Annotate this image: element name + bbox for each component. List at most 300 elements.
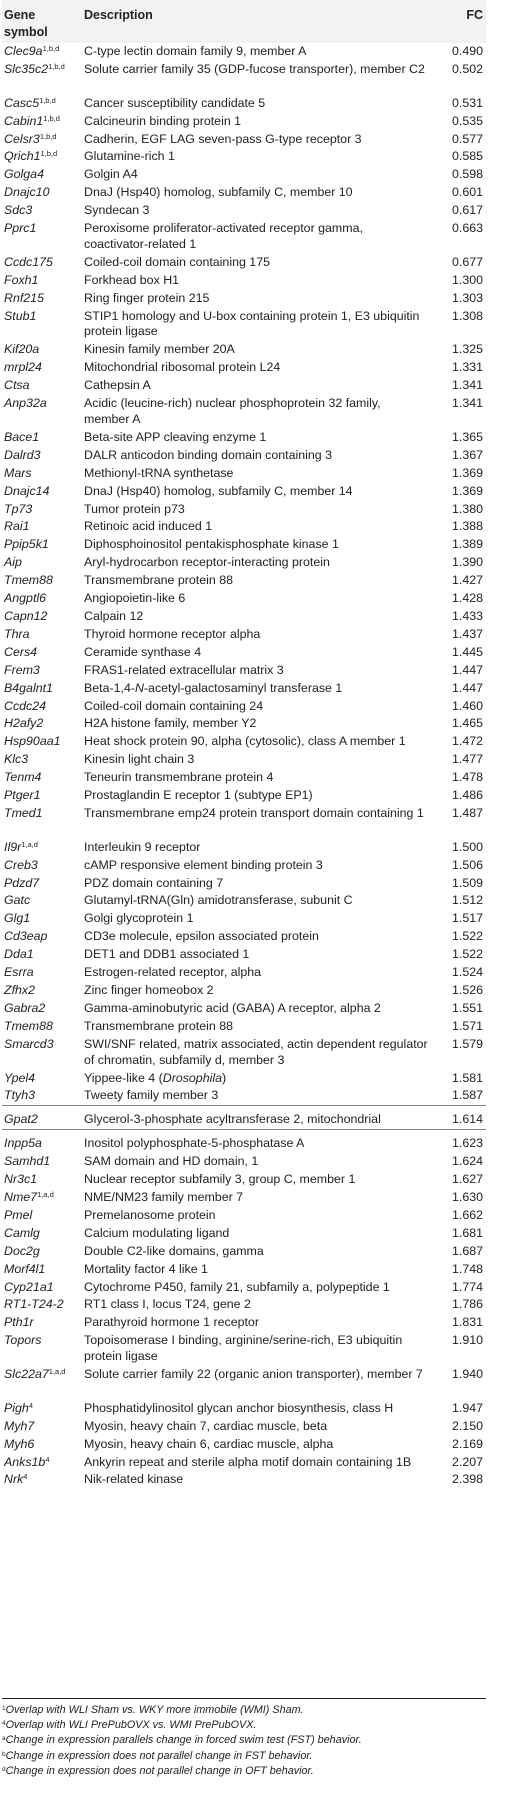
fold-change: 1.465: [451, 716, 483, 731]
table-row: [2, 341, 486, 359]
fold-change: 1.487: [451, 805, 483, 820]
gene-symbol-text: H2afy2: [4, 716, 44, 731]
footnote: [2, 1764, 486, 1779]
table-row: [2, 254, 486, 272]
gene-symbol-text: Nrk: [4, 1472, 24, 1487]
table-row: [2, 964, 486, 982]
gene-symbol: [2, 787, 82, 805]
gene-description: Mortality factor 4 like 1: [84, 1261, 208, 1276]
gene-symbol-text: Tmem88: [4, 573, 53, 588]
fold-change: 1.437: [451, 626, 483, 641]
fold-change: 0.502: [451, 61, 483, 76]
table-row: [2, 1314, 486, 1332]
gene-symbol: [2, 910, 82, 928]
gene-symbol-text: Slc22a7: [4, 1367, 49, 1382]
footnote-text: Change in expression parallels change in forced swim test (FST) behavior.: [5, 1734, 362, 1747]
fold-change: 0.598: [451, 167, 483, 182]
gene-description: Teneurin transmembrane protein 4: [84, 770, 274, 785]
gene-description: Glutamyl-tRNA(Gln) amidotransferase, subunit C: [84, 893, 353, 908]
gene-description: Beta-1,4-N-acetyl-galactosaminyl transferase 1: [84, 680, 343, 695]
footnote-text: Change in expression does not parallel change in OFT behavior.: [5, 1764, 314, 1777]
gene-symbol: [2, 1153, 82, 1171]
footnote-mark: a: [2, 1735, 6, 1743]
footnote-mark: 4: [2, 1720, 6, 1728]
gene-description: Tweety family member 3: [82, 1087, 432, 1105]
table-row: [2, 202, 486, 220]
gene-symbol-text: Esrra: [4, 965, 34, 980]
table-row: [2, 1036, 486, 1070]
fold-change: 1.947: [451, 1400, 483, 1415]
gene-symbol: [2, 113, 82, 131]
fold-change: 1.681: [451, 1225, 483, 1240]
gene-symbol: [2, 254, 82, 272]
footnote: [2, 1733, 486, 1748]
gene-description: cAMP responsive element binding protein 3: [84, 857, 323, 872]
fold-change: 1.623: [451, 1136, 483, 1151]
gene-description: Inositol polyphosphate-5-phosphatase A: [84, 1136, 305, 1151]
gene-symbol: [2, 272, 82, 290]
gene-description: DET1 and DDB1 associated 1: [84, 947, 250, 962]
gene-description: DnaJ (Hsp40) homolog, subfamily C, member 14: [84, 483, 353, 498]
fold-change: 1.341: [451, 396, 483, 411]
gene-symbol: [2, 1314, 82, 1332]
gene-symbol-text: Sdc3: [4, 203, 33, 218]
gene-symbol-text: Dda1: [4, 947, 34, 962]
gene-symbol: [2, 715, 82, 733]
table-row: [2, 1261, 486, 1279]
fold-change: 1.587: [432, 1087, 486, 1105]
gene-symbol: [2, 875, 82, 893]
gene-symbol-text: Tp73: [4, 501, 33, 516]
fold-change: 1.581: [451, 1070, 483, 1085]
table-row: [2, 572, 486, 590]
footnote: [2, 1718, 486, 1733]
gene-description: Glycerol-3-phosphate acyltransferase 2, mitochondrial: [82, 1106, 432, 1130]
table-row: [2, 982, 486, 1000]
gene-symbol: [2, 1225, 82, 1243]
footnote-mark: 1: [2, 1705, 6, 1712]
gene-symbol: [2, 608, 82, 626]
gene-symbol: [2, 429, 82, 447]
table-row: [2, 910, 486, 928]
header-fc: FC: [466, 8, 483, 22]
table-row: [2, 1189, 486, 1207]
fold-change: 1.506: [451, 857, 483, 872]
gene-symbol-text: Morf4l1: [4, 1261, 46, 1276]
gene-description: Calpain 12: [84, 608, 144, 623]
table-row: [2, 95, 486, 113]
gene-symbol: [2, 946, 82, 964]
gene-symbol: [2, 483, 82, 501]
table-row: [2, 429, 486, 447]
table-row: [2, 715, 486, 733]
fold-change: 1.910: [451, 1333, 483, 1348]
gene-symbol: [2, 964, 82, 982]
gene-symbol: [2, 1130, 82, 1153]
gene-symbol-text: Ypel4: [4, 1070, 36, 1085]
fold-change: 1.433: [451, 608, 483, 623]
table-header: [2, 0, 486, 43]
gene-symbol: [2, 1400, 82, 1418]
gene-symbol: [2, 1296, 82, 1314]
table-row: [2, 483, 486, 501]
gene-symbol: [2, 590, 82, 608]
table-row: [2, 787, 486, 805]
gene-symbol: [2, 148, 82, 166]
gene-description: Ceramide synthase 4: [84, 644, 202, 659]
fold-change: 0.577: [451, 131, 483, 146]
gene-symbol: [2, 43, 82, 61]
table-row: [2, 61, 486, 95]
gene-description: Prostaglandin E receptor 1 (subtype EP1): [84, 788, 313, 803]
table-row: [2, 1454, 486, 1472]
gene-description: Golgin A4: [84, 167, 138, 182]
table-row: [2, 220, 486, 254]
gene-symbol: [2, 680, 82, 698]
gene-table: [2, 0, 486, 1489]
table-row: [2, 751, 486, 769]
gene-symbol: [2, 395, 82, 429]
table-row: [2, 1296, 486, 1314]
fold-change: 1.486: [451, 788, 483, 803]
gene-symbol-text: Klc3: [4, 752, 29, 767]
gene-symbol: [2, 1189, 82, 1207]
fold-change: 1.445: [451, 644, 483, 659]
gene-symbol-text: Ccdc175: [4, 254, 53, 269]
fold-change: 1.517: [451, 911, 483, 926]
fold-change: 1.522: [451, 947, 483, 962]
gene-symbol: [2, 61, 82, 95]
gene-footnote-marks: 1,b,d: [48, 61, 65, 71]
table-row: [2, 554, 486, 572]
gene-symbol-text: Aip: [4, 555, 22, 570]
table-row: [2, 590, 486, 608]
gene-symbol-text: Ptger1: [4, 788, 41, 803]
gene-description: Glutamine-rich 1: [84, 149, 175, 164]
table-row: [2, 626, 486, 644]
table-row: [2, 839, 486, 857]
gene-symbol-text: Anks1b: [4, 1454, 46, 1469]
fold-change: 1.341: [451, 378, 483, 393]
table-row: [2, 644, 486, 662]
gene-footnote-marks: 1,a,d: [48, 1367, 66, 1377]
fold-change: 0.585: [451, 149, 483, 164]
fold-change: 1.389: [451, 537, 483, 552]
gene-symbol: [2, 447, 82, 465]
fold-change: 1.940: [451, 1367, 483, 1382]
gene-symbol-text: Hsp90aa1: [4, 734, 61, 749]
fold-change: 1.509: [451, 875, 483, 890]
fold-change: 1.748: [451, 1261, 483, 1276]
table-row: [2, 857, 486, 875]
gene-footnote-marks: 4: [23, 1472, 28, 1482]
gene-symbol-text: Il9r: [4, 839, 22, 854]
footnotes: [2, 1698, 486, 1779]
table-row: [2, 536, 486, 554]
table-row: [2, 805, 486, 839]
fold-change: 1.500: [451, 839, 483, 854]
gene-symbol-text: Stub1: [4, 308, 37, 323]
table-row: [2, 113, 486, 131]
fold-change: 1.526: [451, 983, 483, 997]
fold-change: 1.367: [451, 447, 483, 462]
fold-change: 1.325: [451, 342, 483, 357]
gene-symbol: [2, 518, 82, 536]
footnote-text: Overlap with WLI Sham vs. WKY more immobile (WMI) Sham.: [5, 1704, 304, 1716]
fold-change: 1.524: [451, 965, 483, 980]
gene-description: Solute carrier family 35 (GDP-fucose transporter), member C2: [84, 61, 425, 76]
gene-description: Double C2-like domains, gamma: [84, 1243, 264, 1258]
fold-change: 1.774: [451, 1279, 483, 1294]
table-row: [2, 308, 486, 342]
gene-symbol: [2, 131, 82, 149]
table-row: [2, 501, 486, 519]
gene-symbol: [2, 377, 82, 395]
gene-footnote-marks: 4: [28, 1400, 33, 1410]
gene-symbol: [2, 202, 82, 220]
gene-symbol: [2, 1436, 82, 1454]
gene-footnote-marks: 1,a,d: [21, 839, 38, 849]
gene-symbol-text: Cers4: [4, 644, 38, 659]
gene-symbol-text: Capn12: [4, 608, 48, 623]
gene-description: Diphosphoinositol pentakisphosphate kinase 1: [84, 537, 339, 552]
fold-change: 1.551: [451, 1000, 483, 1015]
fold-change: 1.662: [451, 1207, 483, 1222]
gene-symbol: [2, 805, 82, 839]
gene-description: Heat shock protein 90, alpha (cytosolic), class A member 1: [84, 734, 406, 749]
fold-change: 0.617: [451, 203, 483, 218]
gene-description: Nik-related kinase: [84, 1472, 184, 1487]
fold-change: 1.627: [451, 1172, 483, 1187]
gene-symbol: [2, 1454, 82, 1472]
gene-symbol: [2, 928, 82, 946]
table-row: [2, 1106, 486, 1130]
fold-change: 0.663: [451, 221, 483, 236]
table-row: [2, 272, 486, 290]
gene-description: Cathepsin A: [84, 378, 151, 393]
fold-change: 1.687: [451, 1243, 483, 1258]
gene-symbol-text: Pdzd7: [4, 875, 40, 890]
gene-description: Thyroid hormone receptor alpha: [84, 626, 261, 641]
gene-symbol-text: Anp32a: [4, 396, 47, 411]
gene-description: PDZ domain containing 7: [84, 875, 224, 890]
gene-symbol-text: Tmem88: [4, 1018, 53, 1033]
gene-symbol-text: Ppip5k1: [4, 537, 49, 552]
gene-footnote-marks: 1,b,d: [39, 95, 56, 105]
fold-change: 2.150: [451, 1418, 483, 1433]
gene-footnote-marks: 1,b,d: [43, 113, 60, 123]
gene-symbol: [2, 1000, 82, 1018]
gene-symbol-text: Pprc1: [4, 221, 37, 236]
table-row: [2, 1225, 486, 1243]
table-row: [2, 1243, 486, 1261]
fold-change: 2.169: [451, 1436, 483, 1451]
gene-symbol: [2, 733, 82, 751]
fold-change: 0.490: [451, 44, 483, 58]
gene-symbol: [2, 662, 82, 680]
fold-change: 0.677: [451, 254, 483, 269]
gene-symbol-text: Ctsa: [4, 378, 30, 393]
fold-change: 2.207: [451, 1454, 483, 1469]
gene-symbol-text: Dnajc10: [4, 185, 50, 200]
table-row: [2, 290, 486, 308]
gene-symbol: [2, 308, 82, 342]
gene-description: Phosphatidylinositol glycan anchor biosynthesis, class H: [84, 1400, 394, 1415]
fold-change: 1.428: [451, 591, 483, 606]
gene-symbol: [2, 1106, 82, 1130]
gene-symbol-text: Creb3: [4, 857, 38, 872]
fold-change: 1.308: [451, 308, 483, 323]
gene-description: DALR anticodon binding domain containing 3: [84, 447, 332, 462]
gene-description: Transmembrane protein 88: [84, 1018, 233, 1033]
gene-description: Estrogen-related receptor, alpha: [84, 965, 262, 980]
gene-symbol: [2, 1171, 82, 1189]
table-row: [2, 1436, 486, 1454]
footnote-mark: b: [2, 1750, 6, 1758]
fold-change: 1.388: [451, 519, 483, 534]
table-row: [2, 377, 486, 395]
gene-description: Myosin, heavy chain 6, cardiac muscle, alpha: [84, 1436, 334, 1451]
gene-description: Ankyrin repeat and sterile alpha motif domain containing 1B: [84, 1454, 412, 1469]
gene-description: Syndecan 3: [84, 203, 150, 218]
gene-description: DnaJ (Hsp40) homolog, subfamily C, member 10: [84, 185, 353, 200]
gene-symbol-text: Angptl6: [4, 591, 47, 606]
table-row: [2, 1366, 486, 1400]
gene-description: Interleukin 9 receptor: [84, 839, 201, 854]
fold-change: 1.831: [451, 1315, 483, 1330]
gene-symbol: [2, 1332, 82, 1366]
table-row: [2, 518, 486, 536]
gene-symbol: [2, 359, 82, 377]
gene-symbol: [2, 166, 82, 184]
gene-symbol-text: Foxh1: [4, 272, 39, 287]
table-row: [2, 148, 486, 166]
fold-change: 1.478: [451, 770, 483, 785]
gene-symbol: [2, 1418, 82, 1436]
table-row: [2, 465, 486, 483]
gene-description: Topoisomerase I binding, arginine/serine-rich, E3 ubiquitin protein ligase: [84, 1333, 403, 1364]
gene-symbol-text: Ccdc24: [4, 698, 47, 713]
gene-description: Forkhead box H1: [84, 272, 180, 287]
fold-change: 0.535: [451, 113, 483, 128]
fold-change: 1.477: [451, 752, 483, 767]
table-row: [2, 1070, 486, 1088]
fold-change: 1.390: [451, 555, 483, 570]
gene-description: Retinoic acid induced 1: [84, 519, 213, 534]
gene-description: NME/NM23 family member 7: [84, 1189, 244, 1204]
gene-symbol-text: Pmel: [4, 1207, 33, 1222]
gene-description: Ring finger protein 215: [84, 290, 210, 305]
gene-symbol: [2, 1261, 82, 1279]
table-row: [2, 662, 486, 680]
gene-description: Kinesin family member 20A: [84, 342, 235, 357]
gene-symbol: [2, 1207, 82, 1225]
gene-description: Angiopoietin-like 6: [84, 591, 186, 606]
table-row: [2, 1153, 486, 1171]
gene-symbol-text: Ttyh3: [4, 1088, 35, 1103]
gene-symbol-text: Dalrd3: [4, 447, 41, 462]
gene-symbol-text: Casc5: [4, 95, 40, 110]
gene-symbol-text: Smarcd3: [4, 1036, 54, 1051]
gene-symbol-text: Kif20a: [4, 342, 40, 357]
gene-description: Solute carrier family 22 (organic anion transporter), member 7: [84, 1367, 423, 1382]
gene-description: Calcineurin binding protein 1: [84, 113, 242, 128]
gene-symbol: [2, 698, 82, 716]
gene-description: Cytochrome P450, family 21, subfamily a, polypeptide 1: [84, 1279, 390, 1294]
gene-description: Yippee-like 4 (Drosophila): [84, 1070, 227, 1085]
table-row: [2, 1471, 486, 1489]
gene-symbol: [2, 1366, 82, 1400]
gene-symbol-text: Camlg: [4, 1225, 40, 1240]
gene-symbol: [2, 1279, 82, 1297]
gene-description: Gamma-aminobutyric acid (GABA) A receptor, alpha 2: [84, 1000, 381, 1015]
gene-symbol: [2, 536, 82, 554]
gene-description: Peroxisome proliferator-activated receptor gamma, coactivator-related 1: [84, 221, 363, 251]
gene-symbol-text: Tmed1: [4, 805, 43, 820]
gene-symbol-text: Topors: [4, 1333, 42, 1348]
gene-symbol: [2, 554, 82, 572]
fold-change: 0.531: [451, 95, 483, 110]
gene-description: Zinc finger homeobox 2: [84, 983, 214, 997]
gene-description: Parathyroid hormone 1 receptor: [84, 1315, 259, 1330]
table-row: [2, 1000, 486, 1018]
table-row: [2, 1400, 486, 1418]
gene-symbol-text: Myh7: [4, 1418, 35, 1433]
gene-symbol-text: Slc35c2: [4, 61, 49, 76]
fold-change: 1.571: [451, 1018, 483, 1033]
table-row: [2, 1207, 486, 1225]
fold-change: 1.380: [451, 501, 483, 516]
table-row: [2, 1087, 486, 1105]
gene-symbol-text: Gabra2: [4, 1000, 46, 1015]
table-row: [2, 875, 486, 893]
gene-symbol-text: Doc2g: [4, 1243, 40, 1258]
gene-symbol: [2, 892, 82, 910]
gene-footnote-marks: 1,b,d: [40, 149, 58, 159]
table-row: [2, 1018, 486, 1036]
gene-symbol: [2, 1070, 82, 1088]
fold-change: 1.472: [451, 734, 483, 749]
gene-symbol-text: Pigh: [4, 1400, 29, 1415]
footnote: [2, 1749, 486, 1764]
gene-symbol-text: Cd3eap: [4, 929, 48, 944]
gene-symbol: [2, 1087, 82, 1105]
gene-description: Nuclear receptor subfamily 3, group C, member 1: [84, 1172, 356, 1187]
table-row: [2, 928, 486, 946]
gene-symbol: [2, 839, 82, 857]
fold-change: 1.369: [451, 483, 483, 498]
gene-footnote-marks: 1,a,d: [37, 1189, 54, 1199]
gene-description: Tumor protein p73: [84, 501, 185, 516]
gene-symbol-text: Golga4: [4, 167, 44, 182]
gene-symbol: [2, 501, 82, 519]
fold-change: 1.460: [451, 698, 483, 713]
table-row: [2, 1171, 486, 1189]
gene-symbol: [2, 982, 82, 1000]
table-row: [2, 166, 486, 184]
gene-description: Coiled-coil domain containing 175: [84, 254, 270, 269]
gene-description: Coiled-coil domain containing 24: [84, 698, 264, 713]
gene-symbol: [2, 341, 82, 359]
gene-symbol-text: Mars: [4, 465, 32, 480]
gene-symbol-text: Samhd1: [4, 1154, 51, 1169]
gene-symbol: [2, 1036, 82, 1070]
fold-change: 1.331: [451, 360, 483, 375]
gene-symbol: [2, 769, 82, 787]
footnote-mark: d: [2, 1765, 6, 1773]
fold-change: 1.365: [451, 429, 483, 444]
gene-symbol: [2, 626, 82, 644]
